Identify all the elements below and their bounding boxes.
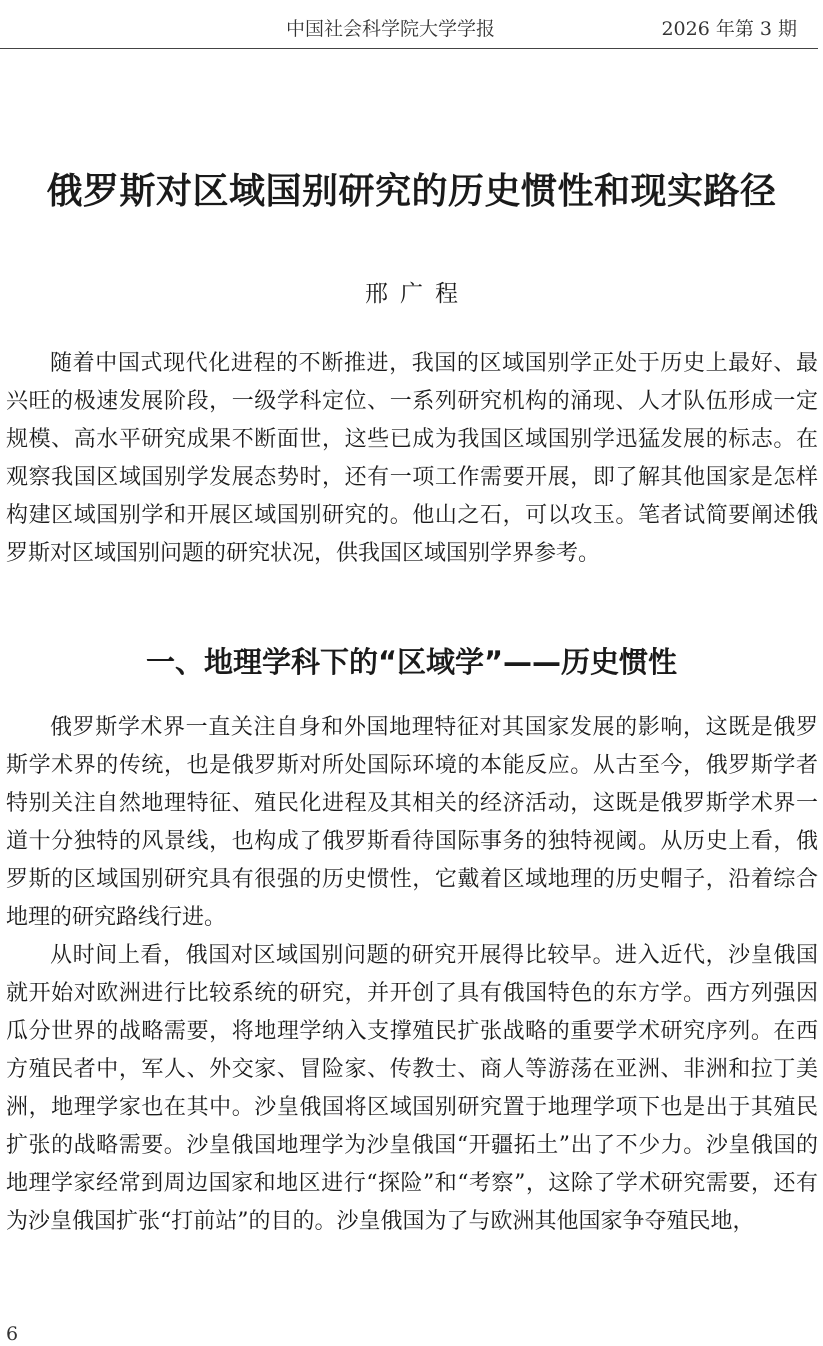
running-head [0, 14, 823, 44]
header-rule [0, 48, 818, 49]
article-author: 邢广程 [365, 281, 470, 307]
section-paragraph-2: 从时间上看，俄国对区域国别问题的研究开展得比较早。进入近代，沙皇俄国就开始对欧洲进行比较系统的研究，并开创了具有俄国特色的东方学。西方列强因瓜分世界的战略需要，将地理学纳入支撑殖民扩张战略的重要学术研究序列。在西方殖民者中，军人、外交家、冒险家、传教士、商人等游荡在亚洲、非洲和拉丁美洲，地理学家也在其中。沙皇俄国将区域国别研究置于地理学项下也是出于其殖民扩张的战略需要。沙皇俄国地理学为沙皇俄国“开疆拓土”出了不少力。沙皇俄国的地理学家经常到周边国家和地区进行“探险”和“考察”，这除了学术研究需要，还有为沙皇俄国扩张“打前站”的目的。沙皇俄国为了与欧洲其他国家争夺殖民地， [6, 943, 818, 1234]
issue-number: 2026 年第 3 期 [661, 18, 797, 40]
page-number: 6 [6, 1323, 19, 1345]
section-paragraph-1: 俄罗斯学术界一直关注自身和外国地理特征对其国家发展的影响，这既是俄罗斯学术界的传统，也是俄罗斯对所处国际环境的本能反应。从古至今，俄罗斯学者特别关注自然地理特征、殖民化进程及其相关的经济活动，这既是俄罗斯学术界一道十分独特的风景线，也构成了俄罗斯看待国际事务的独特视阈。从历史上看，俄罗斯的区域国别研究具有很强的历史惯性，它戴着区域地理的历史帽子，沿着综合地理的研究路线行进。 [6, 715, 818, 930]
journal-name: 中国社会科学院大学学报 [286, 18, 496, 40]
article-title: 俄罗斯对区域国别研究的历史惯性和现实路径 [46, 171, 777, 212]
section-heading: 一、地理学科下的“区域学”——历史惯性 [145, 645, 678, 679]
intro-paragraph: 随着中国式现代化进程的不断推进，我国的区域国别学正处于历史上最好、最兴旺的极速发展阶段，一级学科定位、一系列研究机构的涌现、人才队伍形成一定规模、高水平研究成果不断面世，这些已成为我国区域国别学迅猛发展的标志。在观察我国区域国别学发展态势时，还有一项工作需要开展，即了解其他国家是怎样构建区域国别学和开展区域国别研究的。他山之石，可以攻玉。笔者试简要阐述俄罗斯对区域国别问题的研究状况，供我国区域国别学界参考。 [6, 351, 818, 566]
